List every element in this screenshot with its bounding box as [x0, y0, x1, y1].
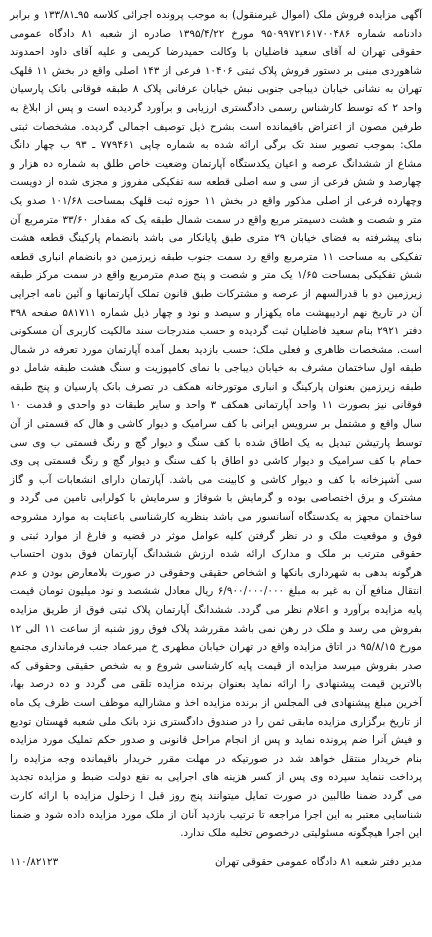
- auction-notice: [10, 6, 422, 931]
- notice-reference-number: ۱۱۰/۸۲۱۲۳: [10, 855, 59, 868]
- notice-issuer-signature: مدیر دفتر شعبه ۸۱ دادگاه عمومی حقوقی تهران: [215, 855, 422, 868]
- notice-body-text: آگهی مزایده فروش ملک (اموال غیرمنقول) به موجب پرونده اجرائی کلاسه ۹۵ـ۱۳۳/۸۱ و برابر دادنامه شماره ۹۵۰۹۹۷۲۱۶۱۷۰۰۴۸۶ مورخ ۱۳۹۵/۴/۲۲ صادره از شعبه ۸۱ دادگاه عمومی حقوقی تهران له آقای سعید فاضلیان با وکالت حمیدرضا کریمی و علیه آقای داود احمدوند شاهوردی مبنی بر دستور فروش پلاک ثبتی ۱۰۴۰۶ فرعی از ۱۴۳ اصلی واقع در بخش ۱۱ قلهک تهران به نشانی خیابان دیباجی جنوبی نبش خیابان عرفانی پلاک ۸ طبقه فوقانی بانک پارسیان واحد ۲ که توسط کارشناس رسمی دادگستری ارزیابی و برآورد گردیده است و پس از ابلاغ به طرفین مصون از اعتراض باقیمانده است بشرح ذیل توصیف اجمالی گردیده. مشخصات ثبتی ملک: بموجب تصویر سند تک برگی ارائه شده به شماره چاپی ۷۷۹۴۶۱ ـ ۹۳ ب چهار دانگ مشاع از ششدانگ عرصه و اعیان یکدستگاه آپارتمان وضعیت خاص طلق به شماره ده هزار و چهارصد و شش فرعی از سی و سه اصلی قطعه سه تفکیکی مفروز و مجزی شده از دویست وچهارده فرعی از اصلی مذکور واقع در بخش ۱۱ حوزه ثبت قلهک بمساحت ۱۰۱/۶۸ صدو یک متر و شصت و هشت دسیمتر مربع واقع در سمت شمال طبقه یک که مقدار ۳۳/۶۰ مترمربع آن بنای پیشرفته به فضای خیابان ۲۹ متری طبق پایانکار می باشد بانضمام پارکینگ قطعه هشت تفکیکی به مساحت ۱۱ مترمربع واقع رد سمت جنوب طبقه زیرزمین دو بانضمام انباری قطعه شش تفکیکی بمساحت ۱/۶۵ یک متر و شصت و پنج صدم مترمربع واقع در سمت مرکز طبقه زیرزمین دو با قدرالسهم از عرصه و مشترکات طبق قانون تملک آپارتمانها و آئین نامه اجرایی آن در تاریخ نهم اردیبهشت ماه یکهزار و سیصد و نود و چهار ذیل شماره ۵۸۱۷۱۱ صفحه ۳۹۸ دفتر ۲۹۲۱ بنام سعید فاضلیان ثبت گردیده و حسب مندرجات سند مالکیت کاربری آن مسکونی است. مشخصات ظاهری و فعلی ملک: حسب بازدید بعمل آمده آپارتمان مورد تعرفه در شمال طبقه اول ساختمان مشرف به خیابان دیباجی با نمای کامپوزیت و سنگ هشت طبقه شامل دو طبقه زیرزمین بعنوان پارکینگ و انباری موتورخانه همکف در تصرف بانک پارسیان و پنج طبقه فوقانی نیز بصورت ۱۱ واحد آپارتمانی همکف ۳ واحد و سایر طبقات دو واحدی و قدمت ۱۰ سال واقع و مشتمل بر سرویس ایرانی با کف سرامیک و دیوار کاشی و هال که قسمتی از آن توسط پارتیشن تبدیل به یک اطاق شده با کف سنگ و دیوار گچ و رنگ قسمتی ب وی سی حمام با کف سرامیک و دیوار کاشی دو اطاق با کف سنگ و دیوار گچ و رنگ قسمتی پی وی سی آشپزخانه با کف و دیوار کاشی و کابینت می باشد. آپارتمان دارای انشعابات آب و گاز مشترک و برق اختصاصی بوده و گرمایش با شوفاژ و سرمایش با کولرابی تامین می گردد و ساختمان مجهز به یکدستگاه آسانسور می باشد بنظریه کارشناسی باعنایت به موارد مشروحه فوق و موقعیت ملک و در نظر گرفتن کلیه عوامل موثر در قضیه و فارغ از موارد ثبتی و حقوقی مترتب بر ملک و مدارک ارائه شده ارزش ششدانگ آپارتمان فوق بدون احتساب هرگونه بدهی به شهرداری بانکها و اشخاص حقیقی وحقوقی در صورت بلامعارض بودن و عدم انتقال منافع آن به غیر به مبلغ ۶/۹۰۰/۰۰۰/۰۰۰ ریال معادل ششصد و نود میلیون تومان قیمت پایه مزایده برآورد و اعلام نظر می گردد. ششدانگ آپارتمان پلاک ثبتی فوق از طریق مزایده بفروش می رسد و ملک در رهن نمی باشد مقررشد پلاک فوق روز شنبه از ساعت ۱۱ الی ۱۲ مورخ ۹۵/۸/۱۵ در اتاق مزایده واقع در تهران خیابان مطهری خ میرعماد جنب فرمانداری مجتمع صدر بفروش میرسد مزایده از قیمت پایه کارشناسی شروع و به شخص حقیقی وحقوقی که بالاترین قیمت پیشنهادی را ارائه نماید بعنوان برنده مزایده تلقی می گردد و ده درصد بها، آخرین مبلغ پیشنهادی فی المجلس از برنده مزایده اخذ و مشارالیه موظف است ظرف یک ماه از تاریخ برگزاری مزایده مابقی ثمن را در صندوق دادگستری نزد بانک ملی شعبه قهستان تودیع و فیش آنرا ضم پرونده نماید و پس از انجام مراحل قانونی و صدور حکم تملیک مورد مزایده بنام خریدار منتقل خواهد شد در صورتیکه در مهلت مقرر خریدار باقیمانده وجه مزایده را پرداخت ننماید سپرده وی پس از کسر هزینه های اجرایی به نفع دولت ضبط و مزایده تجدید می گردد ضمنا طالبین در صورت تمایل میتوانند پنج روز قبل ا زحلول مزایده با ارائه کارت شناسایی معتبر به این اجرا مراجعه تا ترتیب بازدید آنان از ملک مورد مزایده داده شود و ضمنا این اجرا هیچگونه مسئولیتی درخصوص تخلیه ملک ندارد.: [10, 9, 423, 840]
- notice-footer: [10, 853, 422, 871]
